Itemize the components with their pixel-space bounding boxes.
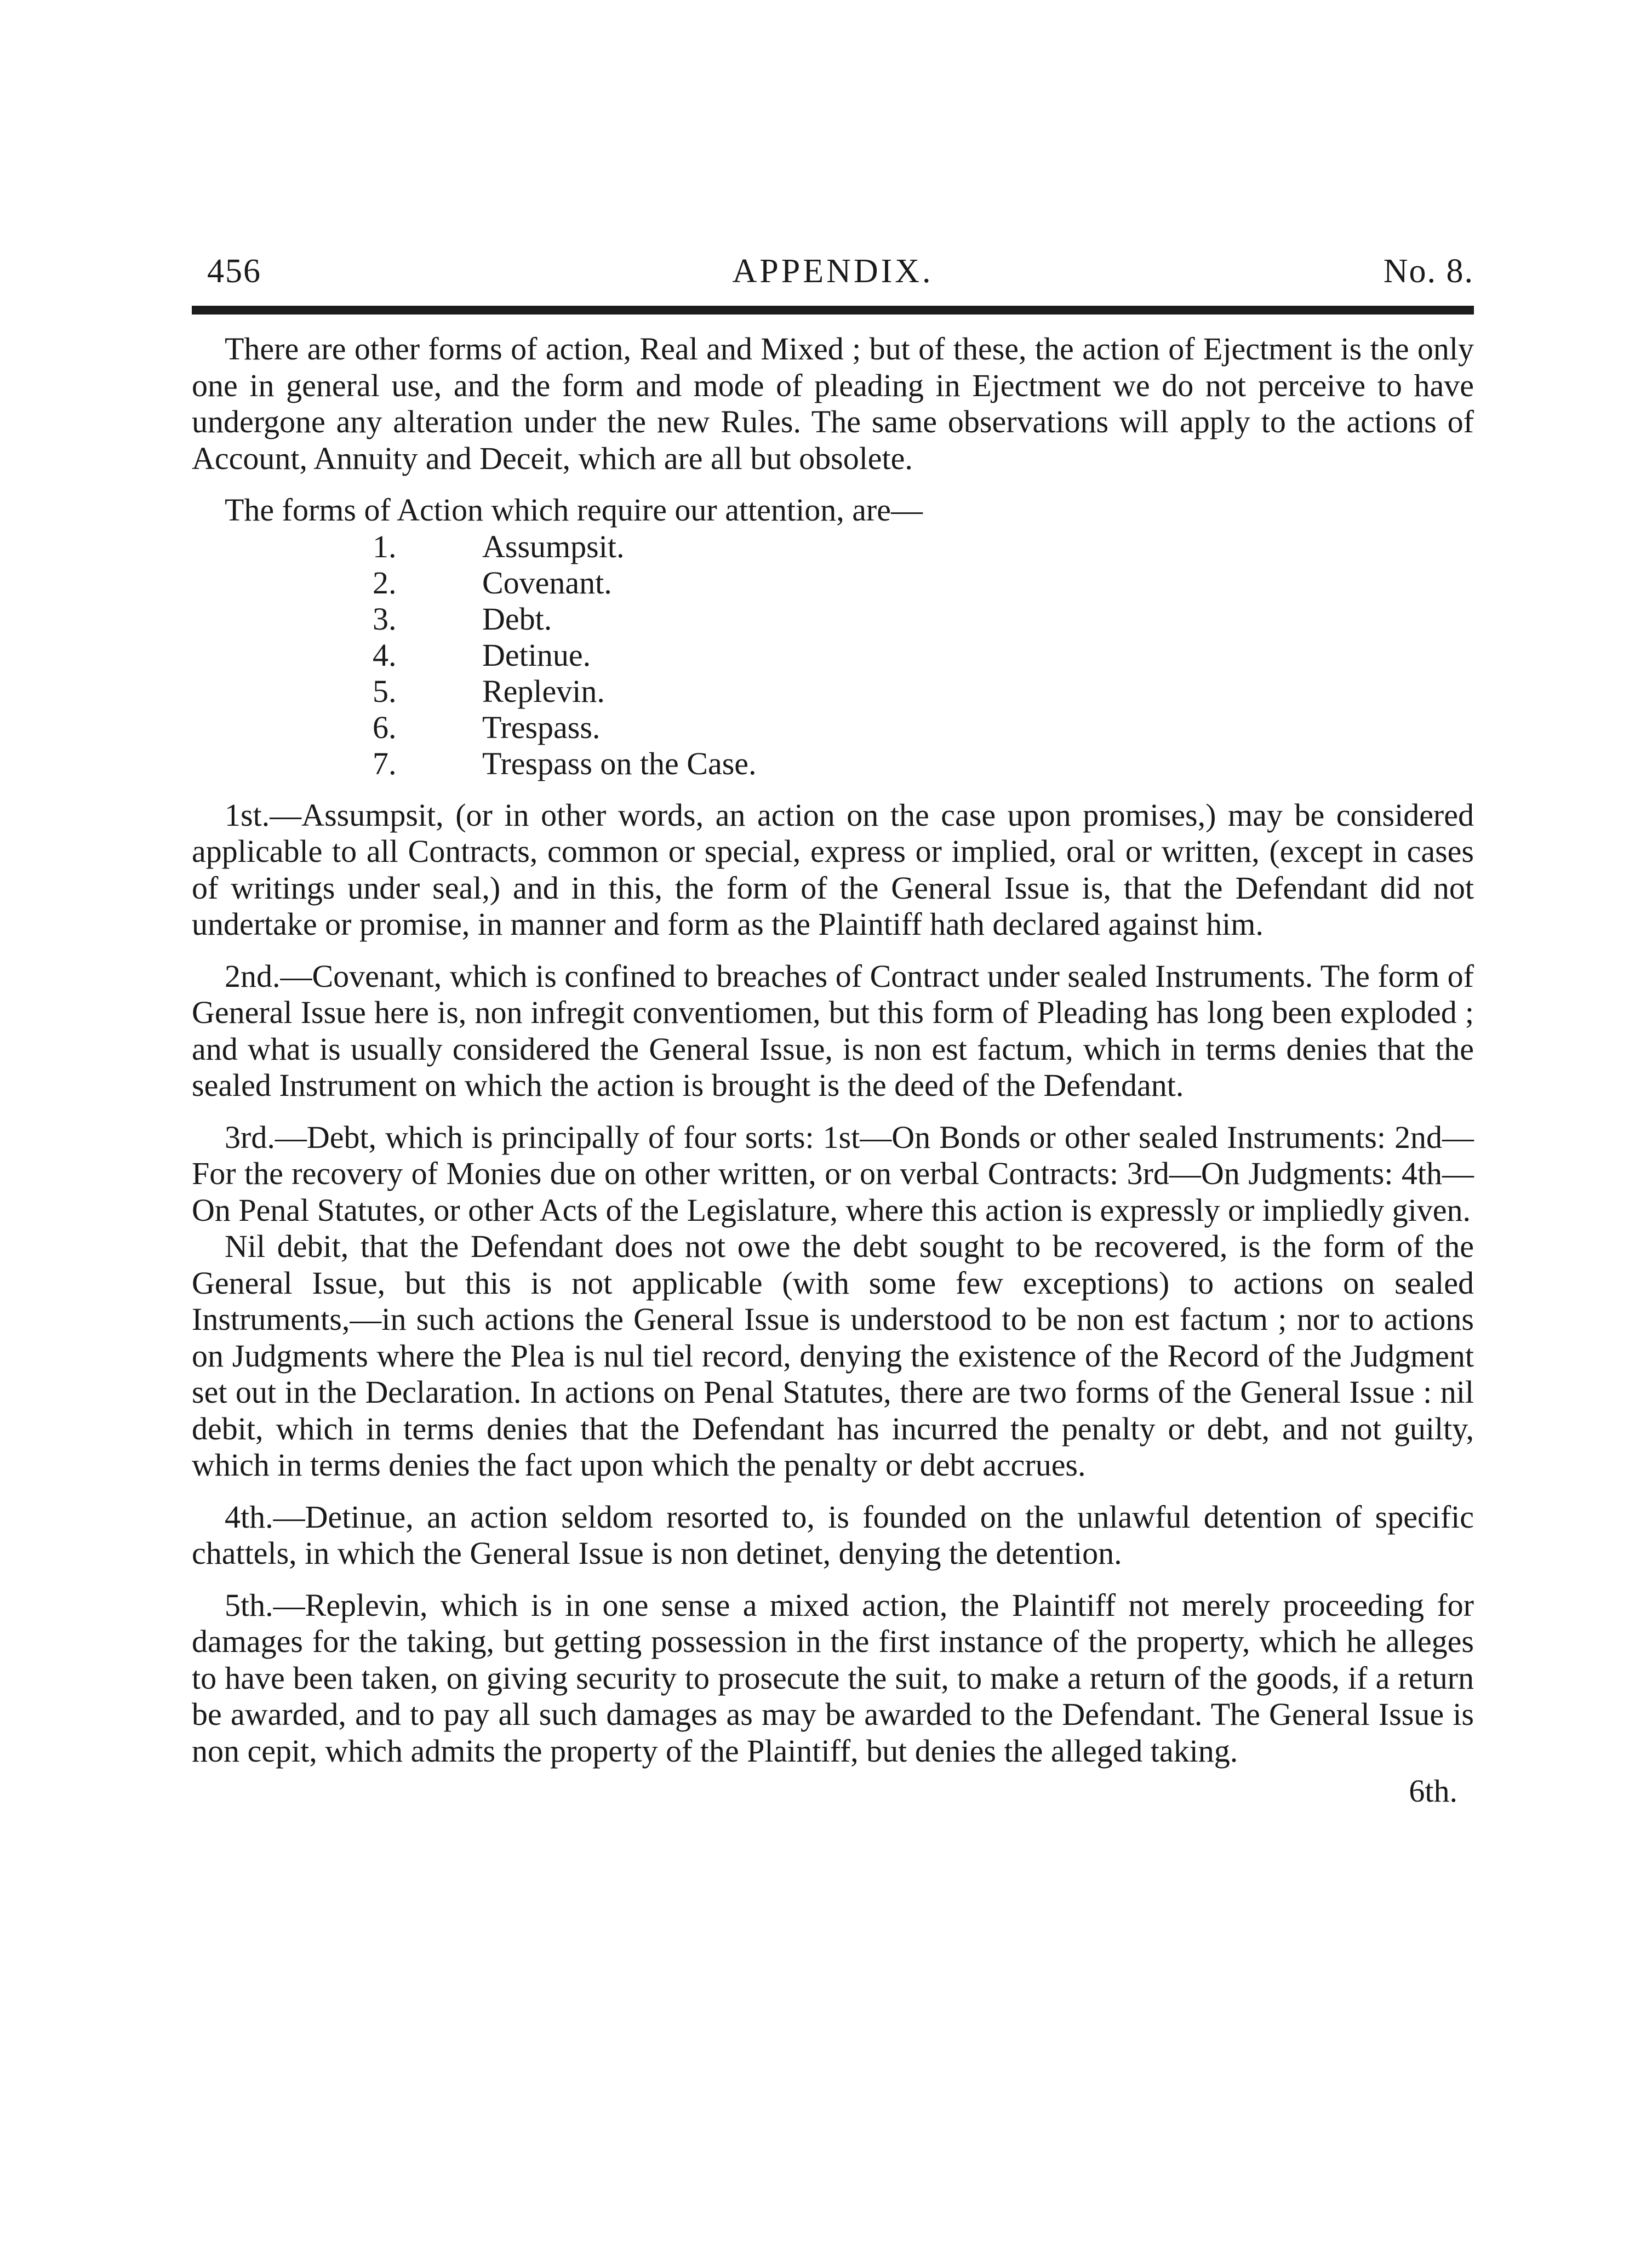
paragraph-replevin: 5th.—Replevin, which is in one sense a mixed action, the Plaintiff not merely proceeding for damages for the taking, but getting possession in the first instance of the property, which he alleges to have been taken, on giving security to prosecute the suit, to make a return of the goods, if a return be awarded, and to pay all such damages as may be awarded to the Defendant. The General Issue is non cepit, which admits the property of the Plaintiff, but denies the alleged taking. [192,1587,1474,1769]
running-header [192,252,1474,301]
forms-of-action-list [373,529,1474,782]
catchword: 6th. [1409,1773,1457,1809]
paragraph-forms-intro: The forms of Action which require our attention, are— [225,492,923,528]
list-item: 6. Trespass. [373,709,601,745]
paragraph-debt: 3rd.—Debt, which is principally of four sorts: 1st—On Bonds or other sealed Instruments: 2nd—For the recovery of Monies due on other written, or on verbal Contracts: 3rd—On Judgments: 4th—On Penal Statutes, or other Acts of the Legislature, where this action is expressly or impliedly given. [192,1119,1474,1228]
paragraph-covenant: 2nd.—Covenant, which is confined to breaches of Contract under sealed Instruments. The form of General Issue here is, non infregit conventiomen, but this form of Pleading has long been exploded ; and what is usually considered the General Issue, is non est factum, which in terms denies that the sealed Instrument on which the action is brought is the deed of the Defendant. [192,958,1474,1103]
list-item: 1. Assumpsit. [373,528,625,564]
page-number: 456 [207,253,261,290]
header-rule [192,306,1474,315]
list-item: 5. Replevin. [373,673,605,709]
header-title: APPENDIX. [732,253,934,290]
paragraph-other-forms: There are other forms of action, Real and Mixed ; but of these, the action of Ejectment is the only one in general use, and the form and mode of pleading in Ejectment we do not perceive to have undergone any alteration under the new Rules. The same observations will apply to the actions of Account, Annuity and Deceit, which are all but obsolete. [192,331,1474,476]
list-item: 4. Detinue. [373,637,591,673]
paragraph-detinue: 4th.—Detinue, an action seldom resorted to, is founded on the unlawful detention of specific chattels, in which the General Issue is non detinet, denying the detention. [192,1499,1474,1571]
paragraph-assumpsit: 1st.—Assumpsit, (or in other words, an action on the case upon promises,) may be considered applicable to all Contracts, common or special, express or implied, oral or written, (except in cases of writings under seal,) and in this, the form of the General Issue is, that the Defendant did not undertake or promise, in manner and form as the Plaintiff hath declared against him. [192,797,1474,942]
document-page [192,252,1474,1809]
list-item: 3. Debt. [373,601,552,637]
list-item: 7. Trespass on the Case. [373,745,757,781]
list-item: 2. Covenant. [373,564,612,601]
section-number: No. 8. [1383,253,1474,290]
paragraph-nil-debit: Nil debit, that the Defendant does not owe the debt sought to be recovered, is the form of the General Issue, but this is not applicable (with some few exceptions) to actions on sealed Instruments,—in such actions the General Issue is understood to be non est factum ; nor to actions on Judgments where the Plea is nul tiel record, denying the existence of the Record of the Judgment set out in the Declaration. In actions on Penal Statutes, there are two forms of the General Issue : nil debit, which in terms denies that the Defendant has incurred the penalty or debt, and not guilty, which in terms denies the fact upon which the penalty or debt accrues. [192,1228,1474,1483]
